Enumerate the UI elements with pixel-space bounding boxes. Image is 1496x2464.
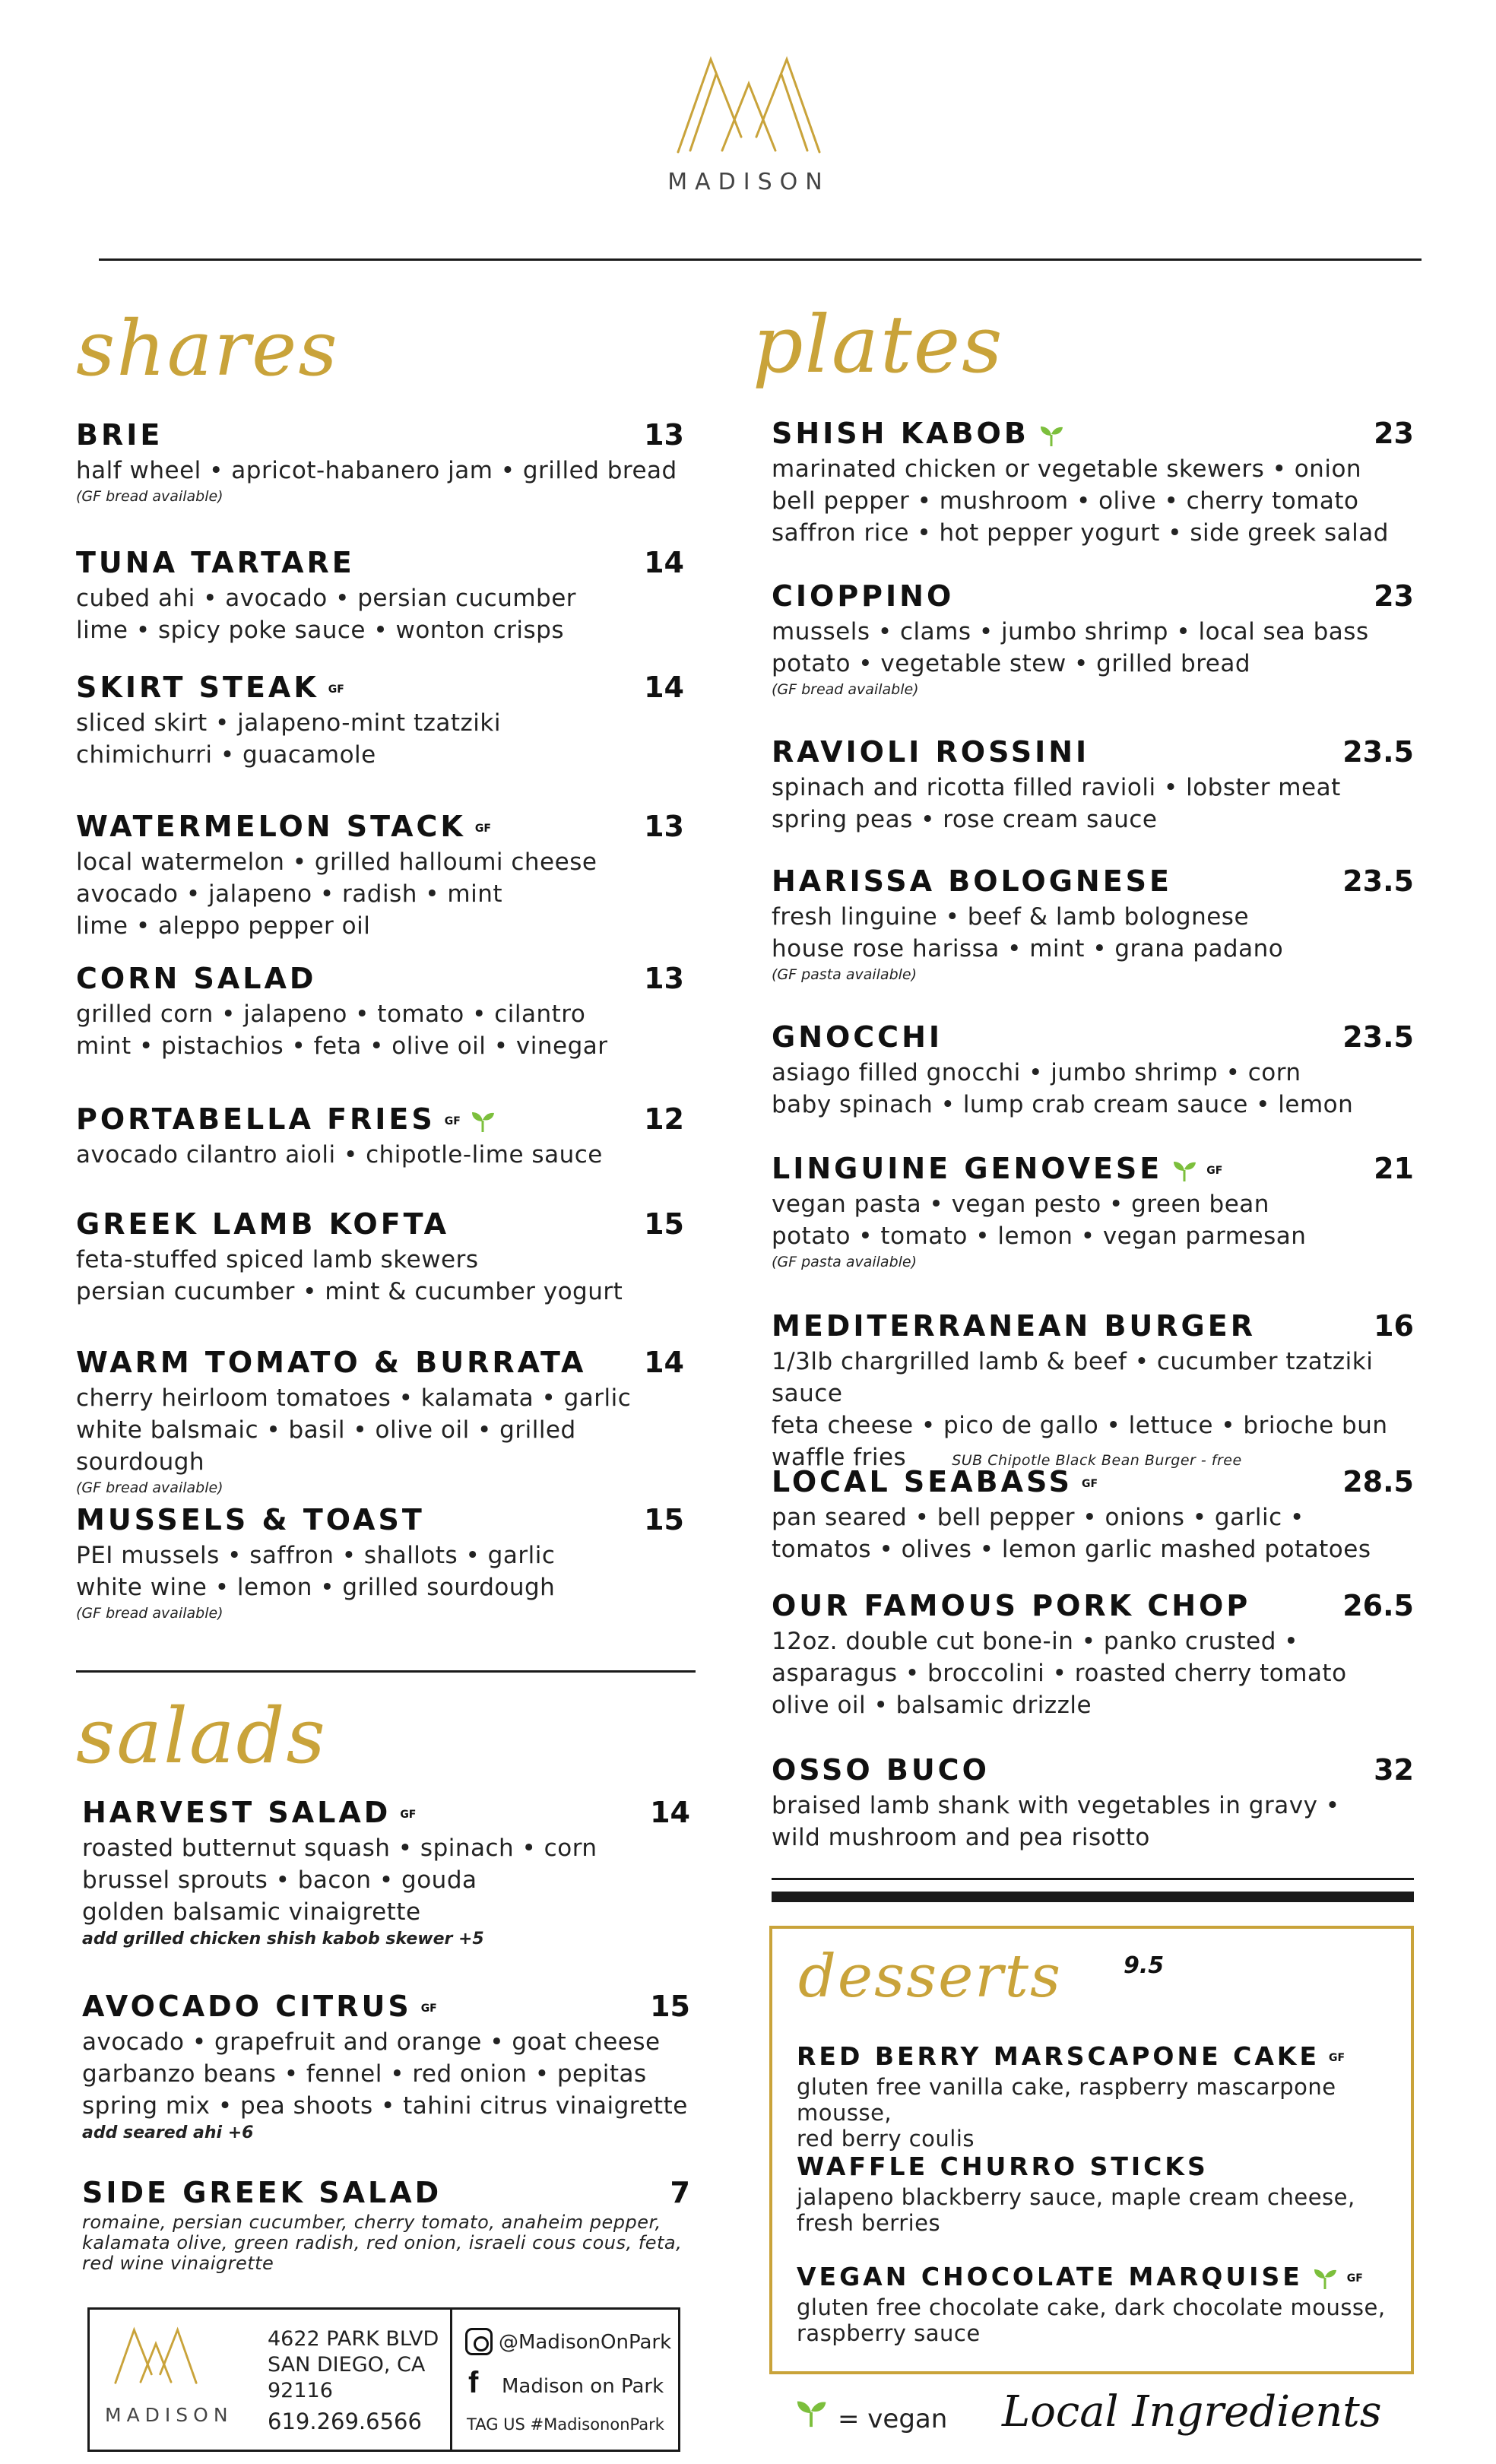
footer-address-3: 92116: [268, 2379, 333, 2402]
plates-item: [772, 1309, 1414, 1476]
salads-item: [82, 1990, 690, 2142]
plates-item: [772, 864, 1414, 983]
shares-item: [76, 810, 684, 942]
item-name-text: SHISH KABOB: [772, 417, 1029, 450]
item-name-text: MEDITERRANEAN BURGER: [772, 1309, 1256, 1343]
item-description: gluten free vanilla cake, raspberry mascarpone mousse, red berry coulis: [797, 2074, 1336, 2152]
gf-badge: GF: [1082, 1477, 1098, 1490]
instagram-icon[interactable]: [465, 2328, 493, 2355]
plates-item: [772, 1465, 1414, 1565]
item-price: 23: [1374, 579, 1414, 613]
plates-heading: plates: [753, 298, 1004, 391]
item-name: [76, 1102, 496, 1136]
item-price: 23.5: [1342, 1020, 1414, 1054]
item-name-text: LOCAL SEABASS: [772, 1465, 1073, 1498]
footer-tag: TAG US #MadisononPark: [467, 2415, 664, 2434]
item-price: 7: [670, 2176, 690, 2209]
item-name-text: OSSO BUCO: [772, 1753, 990, 1787]
item-name: [82, 2176, 442, 2209]
item-name-text: TUNA TARTARE: [76, 546, 355, 579]
salads-item: [82, 1796, 690, 1949]
desserts-price: 9.5: [1124, 1952, 1165, 1979]
facebook-icon[interactable]: f: [468, 2366, 479, 2399]
item-description: cherry heirloom tomatoes • kalamata • garlic white balsmaic • basil • olive oil • grilled sourdough: [76, 1384, 632, 1476]
plates-item: [772, 1020, 1414, 1121]
item-name: [76, 546, 355, 579]
item-name: [772, 1152, 1222, 1185]
item-name-text: RED BERRY MARSCAPONE CAKE: [797, 2041, 1320, 2071]
item-description: half wheel • apricot-habanero jam • grilled bread: [76, 457, 677, 484]
desserts-item: [797, 2262, 1397, 2346]
plates-item: [772, 1753, 1414, 1854]
salads-item: [82, 2176, 690, 2274]
plates-item: [772, 1152, 1414, 1270]
item-price: 12: [644, 1102, 684, 1136]
item-name: [772, 1465, 1098, 1498]
item-note: add grilled chicken shish kabob skewer +5: [82, 1930, 484, 1949]
item-name: [772, 579, 954, 613]
item-note: (GF bread available): [772, 681, 919, 698]
item-name-text: GNOCCHI: [772, 1020, 943, 1054]
item-name: [76, 671, 344, 704]
shares-item: [76, 1207, 684, 1308]
item-name: [772, 735, 1089, 769]
item-name: [76, 1503, 425, 1536]
item-name-text: WAFFLE CHURRO STICKS: [797, 2152, 1209, 2181]
item-name-text: RAVIOLI ROSSINI: [772, 735, 1090, 769]
item-price: 15: [644, 1207, 684, 1241]
item-name: [772, 1309, 1256, 1343]
vegan-leaf-icon: [1171, 1159, 1197, 1182]
shares-item: [76, 1102, 684, 1171]
shares-item: [76, 1346, 684, 1496]
item-substitution: SUB Chipotle Black Bean Burger - free: [952, 1452, 1242, 1469]
item-description: fresh linguine • beef & lamb bolognese house rose harissa • mint • grana padano: [772, 903, 1284, 962]
gf-badge: GF: [420, 2002, 437, 2015]
item-name-text: MUSSELS & TOAST: [76, 1503, 425, 1536]
item-name: [772, 417, 1064, 450]
brand-name: MADISON: [667, 169, 830, 195]
item-name: [772, 864, 1172, 898]
salads-divider: [76, 1670, 696, 1673]
item-note: add seared ahi +6: [82, 2123, 254, 2142]
item-description: 12oz. double cut bone-in • panko crusted • asparagus • broccolini • roasted cherry tomato olive oil • balsamic drizzle: [772, 1628, 1347, 1719]
footer-brand: MADISON: [105, 2404, 233, 2426]
salads-heading: salads: [76, 1692, 327, 1781]
item-description: pan seared • bell pepper • onions • garlic • tomatos • olives • lemon garlic mashed potatoes: [772, 1504, 1371, 1563]
desserts-item: [797, 2041, 1397, 2152]
item-note: (GF bread available): [76, 1605, 223, 1622]
item-name: [772, 1753, 990, 1787]
item-description: sliced skirt • jalapeno-mint tzatziki chimichurri • guacamole: [76, 709, 501, 769]
item-name-text: VEGAN CHOCOLATE MARQUISE: [797, 2262, 1303, 2291]
item-description: gluten free chocolate cake, dark chocolate mousse, raspberry sauce: [797, 2294, 1386, 2346]
item-name-text: OUR FAMOUS PORK CHOP: [772, 1589, 1251, 1622]
item-description: marinated chicken or vegetable skewers • onion bell pepper • mushroom • olive • cherry tomato saffron rice • hot pepper yogurt • side greek salad: [772, 455, 1389, 547]
local-ingredients-tagline: Local Ingredients: [1002, 2387, 1382, 2437]
item-name-text: PORTABELLA FRIES: [76, 1102, 436, 1136]
gf-badge: GF: [1346, 2272, 1363, 2285]
item-name: [82, 1990, 437, 2023]
item-description: avocado • grapefruit and orange • goat cheese garbanzo beans • fennel • red onion • pepitas spring mix • pea shoots • tahini citrus vinaigrette: [82, 2028, 688, 2120]
gf-badge: GF: [1329, 2051, 1345, 2064]
item-description: braised lamb shank with vegetables in gravy • wild mushroom and pea risotto: [772, 1792, 1340, 1851]
footer-phone[interactable]: 619.269.6566: [268, 2409, 422, 2434]
plates-item: [772, 1589, 1414, 1721]
item-price: 14: [644, 671, 684, 704]
shares-item: [76, 418, 684, 505]
plates-divider-thin: [772, 1878, 1414, 1880]
vegan-leaf-icon: [1312, 2267, 1338, 2290]
item-name: [772, 1020, 943, 1054]
item-note: (GF bread available): [76, 1479, 223, 1496]
item-description: jalapeno blackberry sauce, maple cream cheese, fresh berries: [797, 2184, 1355, 2236]
item-name-text: GREEK LAMB KOFTA: [76, 1207, 450, 1241]
item-description: vegan pasta • vegan pesto • green bean potato • tomato • lemon • vegan parmesan: [772, 1191, 1307, 1250]
madison-logo-icon: [669, 53, 829, 160]
item-price: 16: [1374, 1309, 1414, 1343]
item-name: [76, 962, 316, 995]
item-price: 21: [1374, 1152, 1414, 1185]
footer-address-1: 4622 PARK BLVD: [268, 2327, 439, 2351]
item-description: asiago filled gnocchi • jumbo shrimp • corn baby spinach • lump crab cream sauce • lemon: [772, 1059, 1354, 1118]
item-price: 23.5: [1342, 864, 1414, 898]
item-name: [797, 2262, 1363, 2291]
vegan-leaf-icon: [794, 2396, 828, 2430]
item-name: [76, 418, 163, 452]
item-description: PEI mussels • saffron • shallots • garlic white wine • lemon • grilled sourdough: [76, 1542, 556, 1601]
item-name: [772, 1589, 1250, 1622]
item-price: 13: [644, 418, 684, 452]
item-price: 14: [644, 1346, 684, 1379]
shares-heading: shares: [76, 304, 339, 393]
item-name-text: SKIRT STEAK: [76, 671, 319, 704]
item-name-text: BRIE: [76, 418, 163, 452]
item-description: mussels • clams • jumbo shrimp • local sea bass potato • vegetable stew • grilled bread: [772, 618, 1369, 677]
item-note: (GF pasta available): [772, 1254, 918, 1270]
item-name-text: WATERMELON STACK: [76, 810, 466, 843]
item-description: 1/3lb chargrilled lamb & beef • cucumber tzatziki sauce feta cheese • pico de gallo • lettuce • brioche bun waffle fries SUB Chipotle Black Bean Burger - free: [772, 1348, 1388, 1471]
item-name-text: AVOCADO CITRUS: [82, 1990, 412, 2023]
item-name-text: CIOPPINO: [772, 579, 955, 613]
item-name: [797, 2152, 1209, 2181]
gf-badge: GF: [444, 1115, 461, 1127]
vegan-leaf-icon: [1038, 424, 1064, 447]
item-description: romaine, persian cucumber, cherry tomato, anaheim pepper, kalamata olive, green radish, red onion, israeli cous cous, feta, red wine vinaigrette: [82, 2212, 683, 2274]
vegan-legend: = vegan: [838, 2404, 948, 2434]
item-name: [797, 2041, 1345, 2071]
plates-item: [772, 579, 1414, 698]
item-price: 26.5: [1342, 1589, 1414, 1622]
item-name: [76, 1207, 449, 1241]
plates-divider-thick: [772, 1892, 1414, 1902]
item-name-text: HARISSA BOLOGNESE: [772, 864, 1172, 898]
item-name: [76, 1346, 586, 1379]
item-description: avocado cilantro aioli • chipotle-lime sauce: [76, 1141, 603, 1169]
item-price: 23.5: [1342, 735, 1414, 769]
item-note: (GF pasta available): [772, 966, 918, 983]
shares-item: [76, 546, 684, 646]
shares-item: [76, 671, 684, 771]
item-name-text: LINGUINE GENOVESE: [772, 1152, 1163, 1185]
footer-logo-icon: [110, 2326, 201, 2387]
item-price: 28.5: [1342, 1465, 1414, 1498]
item-name: [82, 1796, 416, 1829]
item-price: 14: [644, 546, 684, 579]
item-name-text: SIDE GREEK SALAD: [82, 2176, 442, 2209]
item-price: 13: [644, 810, 684, 843]
item-description: grilled corn • jalapeno • tomato • cilantro mint • pistachios • feta • olive oil • vinegar: [76, 1001, 608, 1060]
item-name-text: WARM TOMATO & BURRATA: [76, 1346, 587, 1379]
item-price: 23: [1374, 417, 1414, 450]
item-description: spinach and ricotta filled ravioli • lobster meat spring peas • rose cream sauce: [772, 774, 1341, 833]
vegan-leaf-icon: [470, 1110, 496, 1133]
footer-address-2: SAN DIEGO, CA: [268, 2353, 426, 2377]
item-price: 32: [1374, 1753, 1414, 1787]
desserts-item: [797, 2152, 1397, 2236]
item-name: [76, 810, 491, 843]
gf-badge: GF: [328, 683, 344, 696]
desserts-heading: desserts: [798, 1942, 1062, 2011]
item-price: 15: [650, 1990, 690, 2023]
item-name-text: HARVEST SALAD: [82, 1796, 391, 1829]
facebook-name[interactable]: Madison on Park: [502, 2375, 664, 2398]
item-description: cubed ahi • avocado • persian cucumber lime • spicy poke sauce • wonton crisps: [76, 585, 577, 644]
shares-item: [76, 1503, 684, 1622]
gf-badge: GF: [474, 822, 491, 835]
plates-item: [772, 417, 1414, 549]
item-description: roasted butternut squash • spinach • corn brussel sprouts • bacon • gouda golden balsamic vinaigrette: [82, 1835, 597, 1926]
instagram-handle[interactable]: @MadisonOnPark: [499, 2331, 672, 2354]
gf-badge: GF: [400, 1808, 417, 1821]
header-divider: [99, 258, 1422, 261]
item-price: 15: [644, 1503, 684, 1536]
item-name-text: CORN SALAD: [76, 962, 317, 995]
gf-badge: GF: [1206, 1164, 1223, 1177]
item-note: (GF bread available): [76, 488, 223, 505]
item-description: feta-stuffed spiced lamb skewers persian cucumber • mint & cucumber yogurt: [76, 1246, 623, 1305]
item-description: local watermelon • grilled halloumi cheese avocado • jalapeno • radish • mint lime • aleppo pepper oil: [76, 848, 597, 940]
footer-divider: [450, 2307, 452, 2452]
shares-item: [76, 962, 684, 1062]
item-price: 13: [644, 962, 684, 995]
plates-item: [772, 735, 1414, 836]
item-price: 14: [650, 1796, 690, 1829]
